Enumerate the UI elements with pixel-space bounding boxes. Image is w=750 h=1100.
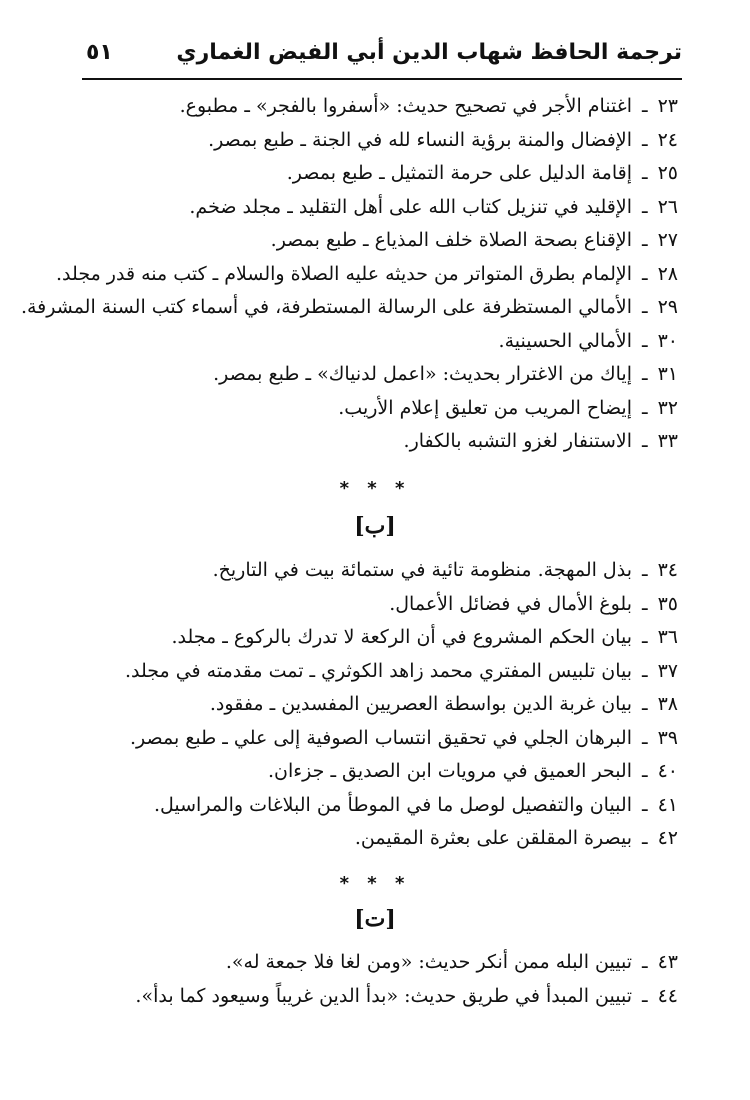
item-title: بلوغ الأمال في فضائل الأعمال.: [389, 592, 632, 615]
list-item: [21, 392, 678, 426]
item-title: الأمالي المستظرفة على الرسالة المستطرفة، في أسماء كتب السنة المشرفة.: [20, 296, 632, 318]
item-title: الاستنفار لغزو التشبه بالكفار.: [403, 430, 632, 452]
book-list-section-a: [21, 90, 678, 459]
item-title: بيصرة المقلقن على بعثرة المقيمن.: [354, 827, 632, 849]
section-separator: * * *: [339, 478, 411, 499]
item-title: بيان غربة الدين بواسطة العصريين المفسدين ـ مفقود.: [209, 693, 632, 715]
item-dash: ـ: [642, 128, 648, 151]
item-dash: ـ: [642, 984, 648, 1007]
list-item: [125, 822, 678, 856]
item-dash: ـ: [642, 195, 648, 218]
item-dash: ـ: [642, 430, 648, 452]
item-number: ٢٨: [657, 262, 678, 285]
list-item: [21, 224, 678, 258]
item-number: ٤٠: [657, 760, 678, 782]
item-dash: ـ: [642, 262, 648, 285]
item-number: ٣٢: [657, 396, 678, 419]
item-dash: ـ: [642, 592, 648, 615]
item-title: اغتنام الأجر في تصحيح حديث: «أسفروا بالفجر» ـ مطبوع.: [179, 95, 632, 117]
item-title: البرهان الجلي في تحقيق انتساب الصوفية إلى علي ـ طبع بمصر.: [129, 726, 632, 749]
list-item: [125, 755, 678, 789]
item-dash: ـ: [642, 329, 648, 352]
list-item: [21, 425, 678, 459]
list-item: [125, 588, 678, 622]
page-header: [82, 38, 682, 78]
list-item: [21, 358, 678, 392]
item-title: إياك من الاغترار بحديث: «اعمل لدنياك» ـ طبع بمصر.: [213, 363, 632, 385]
page-number: ٥١: [86, 40, 113, 65]
item-title: بيان الحكم المشروع في أن الركعة لا تدرك بالركوع ـ مجلد.: [171, 626, 632, 648]
item-title: الإقليد في تنزيل كتاب الله على أهل التقليد ـ مجلد ضخم.: [189, 195, 632, 218]
section-heading-t: [ت]: [354, 906, 396, 932]
item-dash: ـ: [642, 693, 648, 715]
item-number: ٣٤: [657, 559, 678, 581]
section-separator: * * *: [339, 873, 411, 894]
list-item: [125, 722, 678, 756]
item-title: بذل المهجة. منظومة تائية في ستمائة بيت في التاريخ.: [212, 559, 632, 581]
section-heading-b: [ب]: [354, 513, 396, 539]
item-number: ٢٥: [657, 162, 678, 184]
item-dash: ـ: [642, 95, 648, 117]
item-title: الإقناع بصحة الصلاة خلف المذياع ـ طبع بمصر.: [270, 229, 632, 251]
list-item: [125, 655, 678, 689]
item-title: الإفضال والمنة برؤية النساء لله في الجنة ـ طبع بمصر.: [208, 128, 632, 151]
item-number: ٢٣: [657, 95, 678, 117]
item-number: ٣٥: [657, 592, 678, 615]
page-title: ترجمة الحافظ شهاب الدين أبي الفيض الغماري: [176, 40, 682, 65]
item-dash: ـ: [642, 559, 648, 581]
item-dash: ـ: [642, 363, 648, 385]
list-item: [125, 688, 678, 722]
item-number: ٢٦: [657, 195, 678, 218]
item-number: ٤٤: [657, 984, 678, 1007]
item-title: الأمالي الحسينية.: [498, 329, 632, 352]
item-title: تبيين البله ممن أنكر حديث: «ومن لغا فلا جمعة له».: [225, 951, 632, 973]
item-number: ٣٩: [657, 726, 678, 749]
item-number: ٢٩: [657, 296, 678, 318]
header-divider: [82, 78, 682, 80]
item-number: ٢٧: [657, 229, 678, 251]
item-dash: ـ: [642, 396, 648, 419]
item-dash: ـ: [642, 827, 648, 849]
item-title: البحر العميق في مرويات ابن الصديق ـ جزءان.: [267, 760, 632, 782]
list-item: [125, 621, 678, 655]
item-title: إقامة الدليل على حرمة التمثيل ـ طبع بمصر.: [286, 162, 632, 184]
item-dash: ـ: [642, 162, 648, 184]
list-item: [135, 946, 678, 980]
list-item: [21, 90, 678, 124]
item-number: ٤٣: [657, 951, 678, 973]
item-title: بيان تلبيس المفتري محمد زاهد الكوثري ـ تمت مقدمته في مجلد.: [124, 659, 632, 682]
item-number: ٣٠: [657, 329, 678, 352]
item-dash: ـ: [642, 726, 648, 749]
list-item: [125, 554, 678, 588]
item-dash: ـ: [642, 659, 648, 682]
list-item: [135, 980, 678, 1014]
item-dash: ـ: [642, 296, 648, 318]
list-item: [21, 291, 678, 325]
item-title: الإلمام بطرق المتواتر من حديثه عليه الصلاة والسلام ـ كتب منه قدر مجلد.: [56, 262, 632, 285]
list-item: [21, 157, 678, 191]
item-dash: ـ: [642, 229, 648, 251]
item-number: ٣٣: [657, 430, 678, 452]
item-number: ٣٦: [657, 626, 678, 648]
item-title: إيضاح المريب من تعليق إعلام الأريب.: [338, 396, 632, 419]
item-title: تبيين المبدأ في طريق حديث: «بدأ الدين غريباً وسيعود كما بدأ».: [135, 984, 632, 1007]
item-dash: ـ: [642, 951, 648, 973]
list-item: [125, 789, 678, 823]
item-dash: ـ: [642, 760, 648, 782]
list-item: [21, 124, 678, 158]
list-item: [21, 325, 678, 359]
item-number: ٤١: [657, 793, 678, 816]
list-item: [21, 191, 678, 225]
list-item: [21, 258, 678, 292]
item-number: ٣٧: [657, 659, 678, 682]
item-number: ٤٢: [657, 827, 678, 849]
item-dash: ـ: [642, 626, 648, 648]
book-list-section-b: [125, 554, 678, 856]
item-number: ٣١: [657, 363, 678, 385]
item-number: ٢٤: [657, 128, 678, 151]
book-list-section-t: [135, 946, 678, 1013]
item-dash: ـ: [642, 793, 648, 816]
item-title: البيان والتفصيل لوصل ما في الموطأ من البلاغات والمراسيل.: [153, 793, 632, 816]
item-number: ٣٨: [657, 693, 678, 715]
